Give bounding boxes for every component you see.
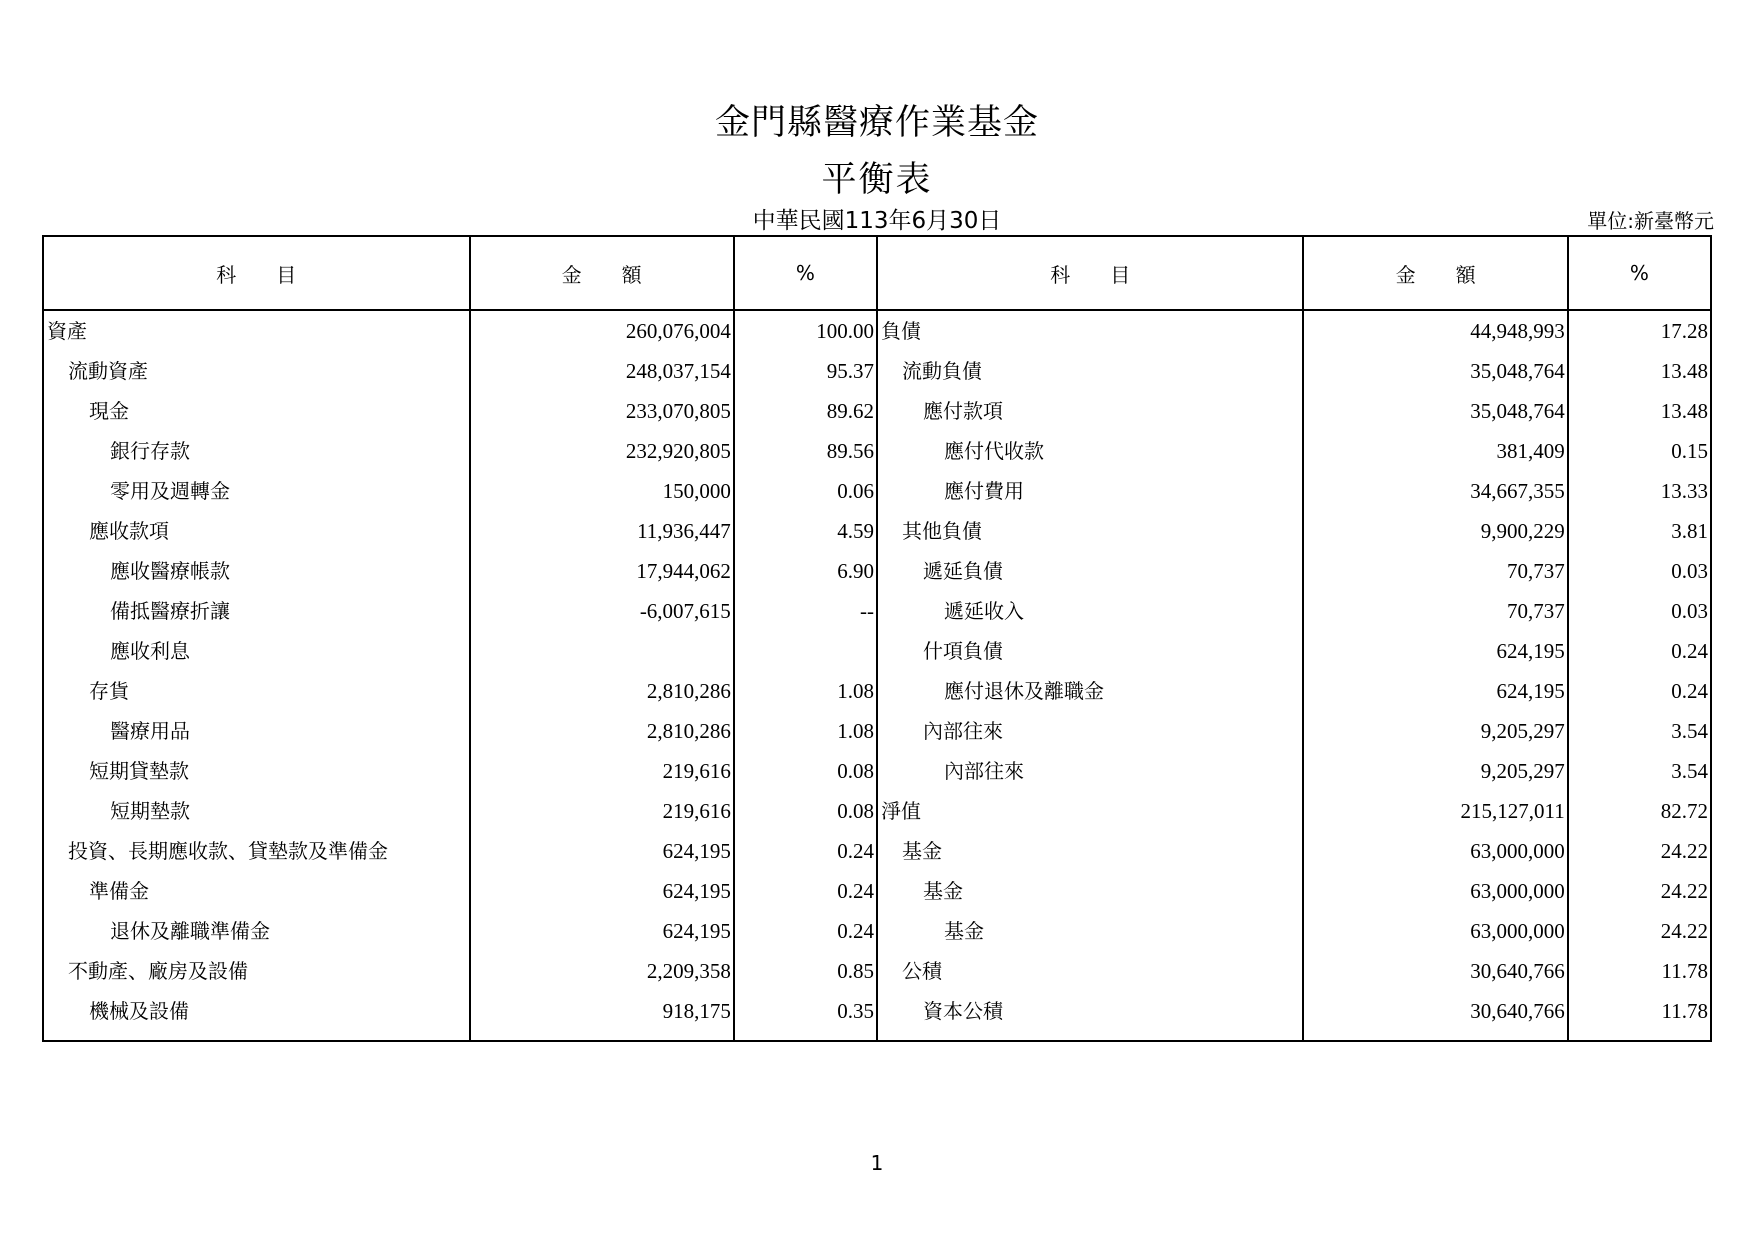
balance-sheet-table — [42, 235, 1712, 1042]
left-account-name: 退休及離職準備金 — [43, 911, 470, 951]
right-account-name: 基金 — [877, 911, 1304, 951]
right-amount: 35,048,764 — [1303, 351, 1567, 391]
right-percent: 3.54 — [1568, 751, 1711, 791]
left-percent: 1.08 — [734, 711, 877, 751]
table-row — [43, 911, 1711, 951]
table-spacer-cell — [43, 1031, 470, 1041]
right-account-name: 公積 — [877, 951, 1304, 991]
right-amount: 9,205,297 — [1303, 711, 1567, 751]
right-percent: 0.15 — [1568, 431, 1711, 471]
left-percent: -- — [734, 591, 877, 631]
right-amount: 44,948,993 — [1303, 310, 1567, 351]
right-amount: 30,640,766 — [1303, 951, 1567, 991]
left-percent: 89.56 — [734, 431, 877, 471]
table-spacer-cell — [470, 1031, 734, 1041]
left-account-name: 銀行存款 — [43, 431, 470, 471]
left-amount: 150,000 — [470, 471, 734, 511]
table-row — [43, 991, 1711, 1031]
currency-unit: 單位:新臺幣元 — [1587, 209, 1714, 233]
right-amount: 34,667,355 — [1303, 471, 1567, 511]
table-row — [43, 671, 1711, 711]
left-account-name: 機械及設備 — [43, 991, 470, 1031]
table-row — [43, 391, 1711, 431]
right-account-name: 內部往來 — [877, 751, 1304, 791]
left-percent: 0.06 — [734, 471, 877, 511]
left-amount: 260,076,004 — [470, 310, 734, 351]
right-account-name: 應付款項 — [877, 391, 1304, 431]
left-amount: 219,616 — [470, 791, 734, 831]
left-account-name: 應收款項 — [43, 511, 470, 551]
left-account-name: 資產 — [43, 310, 470, 351]
table-spacer-cell — [1568, 1031, 1711, 1041]
right-percent: 13.48 — [1568, 351, 1711, 391]
left-percent: 0.24 — [734, 831, 877, 871]
right-amount: 35,048,764 — [1303, 391, 1567, 431]
left-amount: 624,195 — [470, 831, 734, 871]
report-title: 金門縣醫療作業基金 — [714, 103, 1039, 143]
left-account-name: 準備金 — [43, 871, 470, 911]
page-number: 1 — [870, 1151, 884, 1175]
right-amount: 9,900,229 — [1303, 511, 1567, 551]
header-left-amount: 金 額 — [470, 236, 734, 310]
right-account-name: 應付退休及離職金 — [877, 671, 1304, 711]
left-percent: 0.35 — [734, 991, 877, 1031]
right-percent: 0.24 — [1568, 631, 1711, 671]
table-row — [43, 310, 1711, 351]
right-percent: 11.78 — [1568, 991, 1711, 1031]
left-amount: 2,209,358 — [470, 951, 734, 991]
left-percent: 0.85 — [734, 951, 877, 991]
right-percent: 13.33 — [1568, 471, 1711, 511]
right-account-name: 什項負債 — [877, 631, 1304, 671]
table-row — [43, 751, 1711, 791]
right-amount: 63,000,000 — [1303, 871, 1567, 911]
right-amount: 624,195 — [1303, 631, 1567, 671]
left-amount: 232,920,805 — [470, 431, 734, 471]
right-amount: 624,195 — [1303, 671, 1567, 711]
left-account-name: 短期貸墊款 — [43, 751, 470, 791]
left-account-name: 醫療用品 — [43, 711, 470, 751]
right-amount: 30,640,766 — [1303, 991, 1567, 1031]
table-row — [43, 951, 1711, 991]
right-account-name: 其他負債 — [877, 511, 1304, 551]
left-account-name: 現金 — [43, 391, 470, 431]
left-amount: 17,944,062 — [470, 551, 734, 591]
left-amount: 233,070,805 — [470, 391, 734, 431]
table-row — [43, 711, 1711, 751]
left-account-name: 應收利息 — [43, 631, 470, 671]
table-spacer-cell — [877, 1031, 1304, 1041]
right-account-name: 負債 — [877, 310, 1304, 351]
right-account-name: 基金 — [877, 871, 1304, 911]
left-amount: 918,175 — [470, 991, 734, 1031]
right-amount: 215,127,011 — [1303, 791, 1567, 831]
right-percent: 24.22 — [1568, 871, 1711, 911]
right-amount: 63,000,000 — [1303, 911, 1567, 951]
left-amount: 248,037,154 — [470, 351, 734, 391]
left-percent: 100.00 — [734, 310, 877, 351]
right-percent: 0.03 — [1568, 551, 1711, 591]
left-percent: 0.24 — [734, 911, 877, 951]
right-percent: 24.22 — [1568, 831, 1711, 871]
left-account-name: 備抵醫療折讓 — [43, 591, 470, 631]
left-amount: 624,195 — [470, 871, 734, 911]
left-percent: 6.90 — [734, 551, 877, 591]
right-account-name: 淨值 — [877, 791, 1304, 831]
table-row — [43, 511, 1711, 551]
left-account-name: 短期墊款 — [43, 791, 470, 831]
table-row — [43, 471, 1711, 511]
table-row — [43, 831, 1711, 871]
left-account-name: 投資、長期應收款、貸墊款及準備金 — [43, 831, 470, 871]
left-percent — [734, 631, 877, 671]
left-amount: 624,195 — [470, 911, 734, 951]
left-percent: 1.08 — [734, 671, 877, 711]
left-amount: 11,936,447 — [470, 511, 734, 551]
left-percent: 89.62 — [734, 391, 877, 431]
right-amount: 381,409 — [1303, 431, 1567, 471]
right-account-name: 遞延收入 — [877, 591, 1304, 631]
table-row — [43, 791, 1711, 831]
left-account-name: 存貨 — [43, 671, 470, 711]
header-left-percent: % — [734, 236, 877, 310]
left-account-name: 不動產、廠房及設備 — [43, 951, 470, 991]
table-row — [43, 551, 1711, 591]
right-amount: 63,000,000 — [1303, 831, 1567, 871]
left-amount — [470, 631, 734, 671]
right-percent: 13.48 — [1568, 391, 1711, 431]
right-amount: 9,205,297 — [1303, 751, 1567, 791]
balance-sheet-body — [43, 310, 1711, 1041]
left-percent: 95.37 — [734, 351, 877, 391]
right-account-name: 基金 — [877, 831, 1304, 871]
left-amount: 2,810,286 — [470, 671, 734, 711]
table-spacer-cell — [1303, 1031, 1567, 1041]
table-row — [43, 351, 1711, 391]
right-account-name: 應付費用 — [877, 471, 1304, 511]
right-percent: 3.81 — [1568, 511, 1711, 551]
header-right-item: 科 目 — [877, 236, 1304, 310]
right-account-name: 遞延負債 — [877, 551, 1304, 591]
left-account-name: 流動資產 — [43, 351, 470, 391]
right-percent: 0.03 — [1568, 591, 1711, 631]
right-account-name: 應付代收款 — [877, 431, 1304, 471]
right-percent: 0.24 — [1568, 671, 1711, 711]
header-left-item: 科 目 — [43, 236, 470, 310]
left-account-name: 應收醫療帳款 — [43, 551, 470, 591]
right-account-name: 流動負債 — [877, 351, 1304, 391]
header-right-amount: 金 額 — [1303, 236, 1567, 310]
table-spacer-cell — [734, 1031, 877, 1041]
report-date: 中華民國113年6月30日 — [752, 208, 1002, 234]
table-row — [43, 631, 1711, 671]
table-row — [43, 431, 1711, 471]
left-percent: 0.08 — [734, 751, 877, 791]
right-percent: 17.28 — [1568, 310, 1711, 351]
right-percent: 3.54 — [1568, 711, 1711, 751]
left-amount: 219,616 — [470, 751, 734, 791]
left-account-name: 零用及週轉金 — [43, 471, 470, 511]
right-amount: 70,737 — [1303, 551, 1567, 591]
left-amount: 2,810,286 — [470, 711, 734, 751]
table-row — [43, 591, 1711, 631]
right-account-name: 資本公積 — [877, 991, 1304, 1031]
right-account-name: 內部往來 — [877, 711, 1304, 751]
report-subtitle: 平衡表 — [821, 160, 933, 200]
left-percent: 0.24 — [734, 871, 877, 911]
right-percent: 24.22 — [1568, 911, 1711, 951]
right-percent: 11.78 — [1568, 951, 1711, 991]
left-percent: 4.59 — [734, 511, 877, 551]
table-row — [43, 871, 1711, 911]
left-percent: 0.08 — [734, 791, 877, 831]
left-amount: -6,007,615 — [470, 591, 734, 631]
table-spacer-row — [43, 1031, 1711, 1041]
header-right-percent: % — [1568, 236, 1711, 310]
right-amount: 70,737 — [1303, 591, 1567, 631]
header-row — [43, 236, 1711, 310]
right-percent: 82.72 — [1568, 791, 1711, 831]
